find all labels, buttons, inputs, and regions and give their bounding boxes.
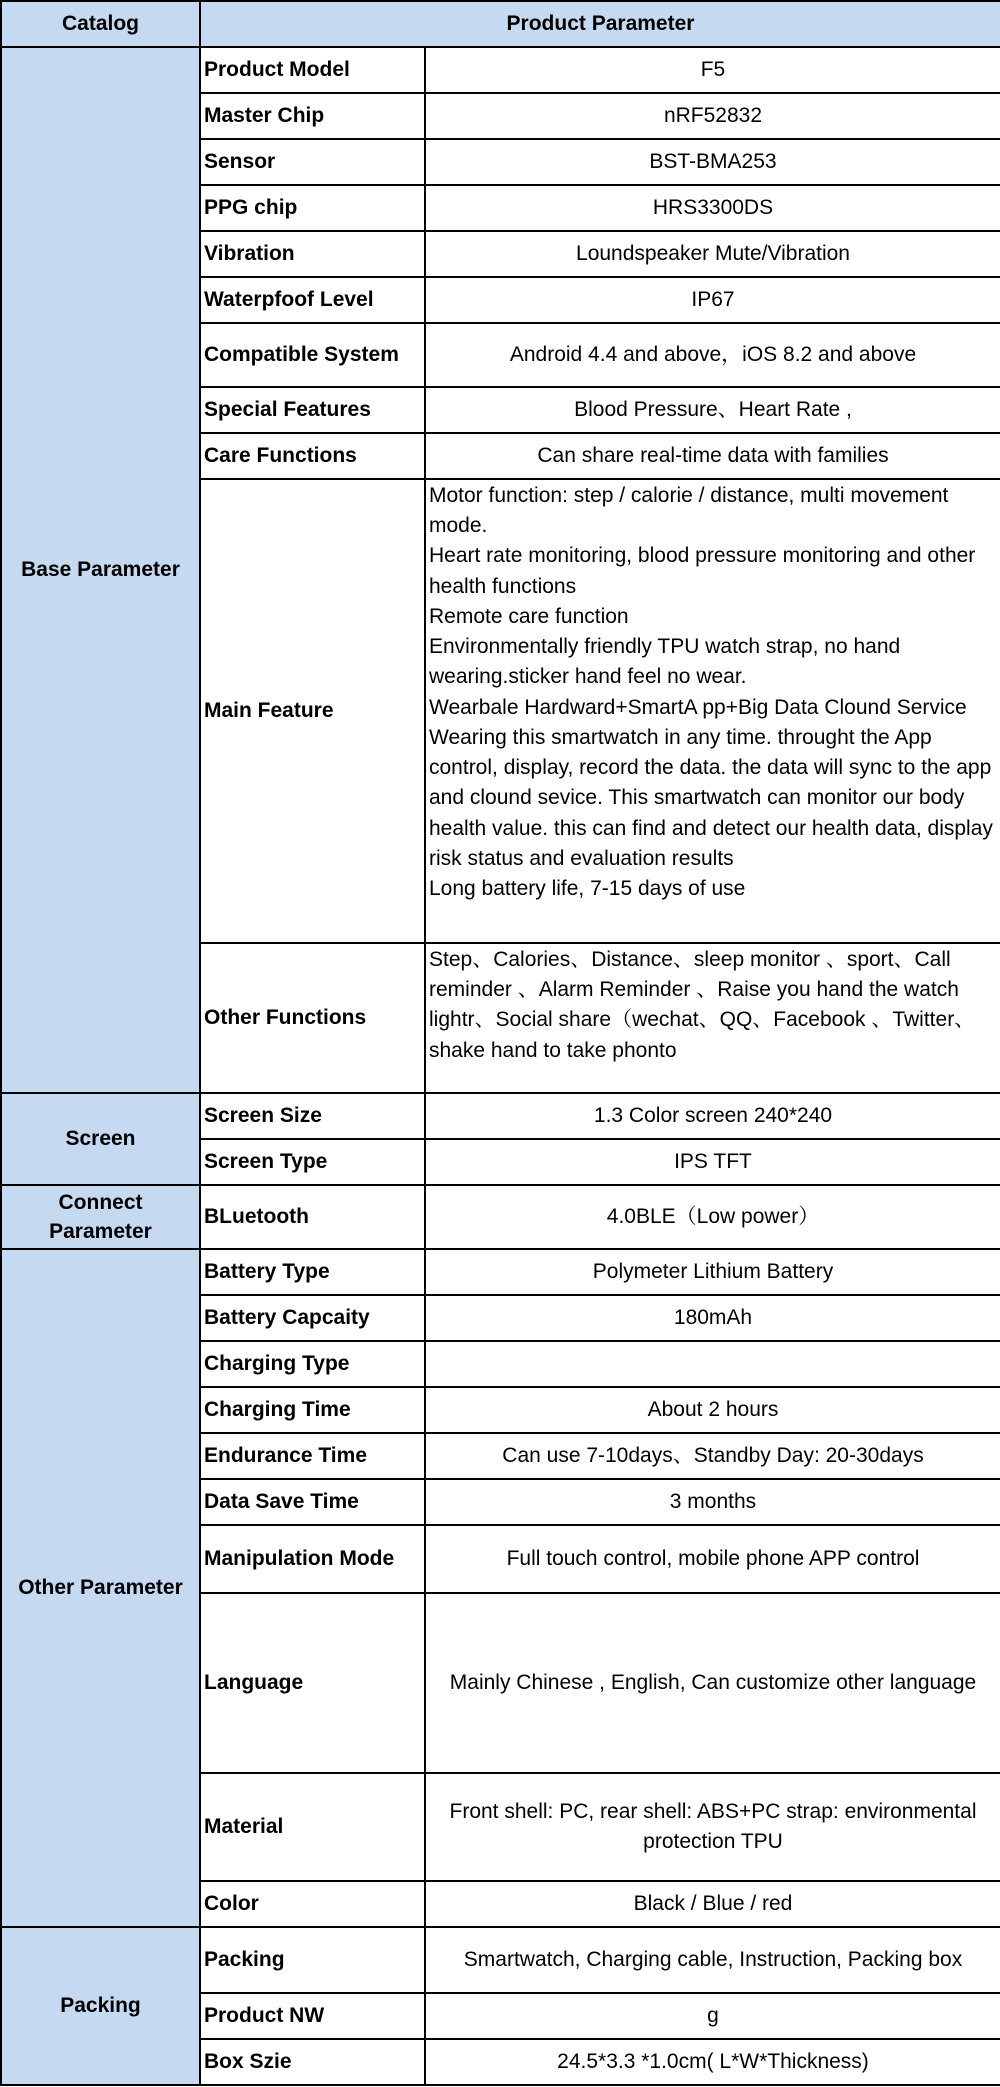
param-value: Can use 7-10days、Standby Day: 20-30days [425, 1433, 1000, 1479]
param-value: Front shell: PC, rear shell: ABS+PC strap: environmental protection TPU [425, 1773, 1000, 1881]
param-label: Language [200, 1593, 425, 1773]
param-label: BLuetooth [200, 1185, 425, 1249]
table-row [1, 1927, 1000, 1993]
param-value: Mainly Chinese , English, Can customize other language [425, 1593, 1000, 1773]
param-label: Product NW [200, 1993, 425, 2039]
param-value [425, 943, 1000, 1093]
param-label: Sensor [200, 139, 425, 185]
param-label: Packing [200, 1927, 425, 1993]
param-label: Color [200, 1881, 425, 1927]
section-screen: Screen [1, 1093, 200, 1185]
param-label: Vibration [200, 231, 425, 277]
param-value: Full touch control, mobile phone APP control [425, 1525, 1000, 1593]
param-value: g [425, 1993, 1000, 2039]
param-value: Blood Pressure、Heart Rate , [425, 387, 1000, 433]
section-base-parameter: Base Parameter [1, 47, 200, 1093]
param-value: Android 4.4 and above，iOS 8.2 and above [425, 323, 1000, 387]
param-label: Special Features [200, 387, 425, 433]
param-value: About 2 hours [425, 1387, 1000, 1433]
param-label: Other Functions [200, 943, 425, 1093]
section-packing: Packing [1, 1927, 200, 2085]
param-label: Care Functions [200, 433, 425, 479]
other-functions-text: Step、Calories、Distance、sleep monitor 、sport、Call reminder 、Alarm Reminder 、Raise you hand the watch lightr、Social share（wechat、QQ、Facebook 、Twitter、 shake hand to take phonto [429, 948, 976, 1062]
table-row [1, 1249, 1000, 1295]
catalog-header: Catalog [1, 1, 200, 47]
param-label: Material [200, 1773, 425, 1881]
param-label: Product Model [200, 47, 425, 93]
param-label: Compatible System [200, 323, 425, 387]
table-row [1, 1185, 1000, 1249]
param-label: Data Save Time [200, 1479, 425, 1525]
param-value [425, 1341, 1000, 1387]
section-other-parameter: Other Parameter [1, 1249, 200, 1927]
param-label: Box Szie [200, 2039, 425, 2085]
param-value: Loundspeaker Mute/Vibration [425, 231, 1000, 277]
param-value: HRS3300DS [425, 185, 1000, 231]
param-value: BST-BMA253 [425, 139, 1000, 185]
param-value: F5 [425, 47, 1000, 93]
param-label: Charging Time [200, 1387, 425, 1433]
param-value: nRF52832 [425, 93, 1000, 139]
param-label: PPG chip [200, 185, 425, 231]
table-row [1, 47, 1000, 93]
param-label: Battery Type [200, 1249, 425, 1295]
product-parameter-header: Product Parameter [200, 1, 1000, 47]
param-label: Screen Type [200, 1139, 425, 1185]
param-label: Battery Capcaity [200, 1295, 425, 1341]
header-row [1, 1, 1000, 47]
param-value: 1.3 Color screen 240*240 [425, 1093, 1000, 1139]
param-value: 24.5*3.3 *1.0cm( L*W*Thickness) [425, 2039, 1000, 2085]
param-label: Main Feature [200, 479, 425, 943]
param-value: Smartwatch, Charging cable, Instruction, Packing box [425, 1927, 1000, 1993]
param-value: 3 months [425, 1479, 1000, 1525]
param-label: Screen Size [200, 1093, 425, 1139]
param-label: Manipulation Mode [200, 1525, 425, 1593]
param-value: Black / Blue / red [425, 1881, 1000, 1927]
param-value [425, 479, 1000, 943]
param-value: IPS TFT [425, 1139, 1000, 1185]
param-label: Charging Type [200, 1341, 425, 1387]
param-value: Polymeter Lithium Battery [425, 1249, 1000, 1295]
param-value: 4.0BLE（Low power） [425, 1185, 1000, 1249]
param-value: 180mAh [425, 1295, 1000, 1341]
main-feature-text: Motor function: step / calorie / distance, multi movement mode. Heart rate monitoring, blood pressure monitoring and other health functions Remote care function Environmentally friendly TPU watch strap, no hand wearing.sticker hand feel no wear. Wearbale Hardward+SmartA pp+Big Data Clound Service Wearing this smartwatch in any time. throught the App control, display, record the data. the data will sync to the app and clound sevice. This smartwatch can monitor our body health value. this can find and detect our health data, display risk status and evaluation results Long battery life, 7-15 days of use [429, 484, 993, 901]
table-row [1, 1093, 1000, 1139]
param-label: Waterpfoof Level [200, 277, 425, 323]
param-label: Endurance Time [200, 1433, 425, 1479]
param-value: IP67 [425, 277, 1000, 323]
param-label: Master Chip [200, 93, 425, 139]
section-connect-parameter: Connect Parameter [1, 1185, 200, 1249]
param-value: Can share real-time data with families [425, 433, 1000, 479]
